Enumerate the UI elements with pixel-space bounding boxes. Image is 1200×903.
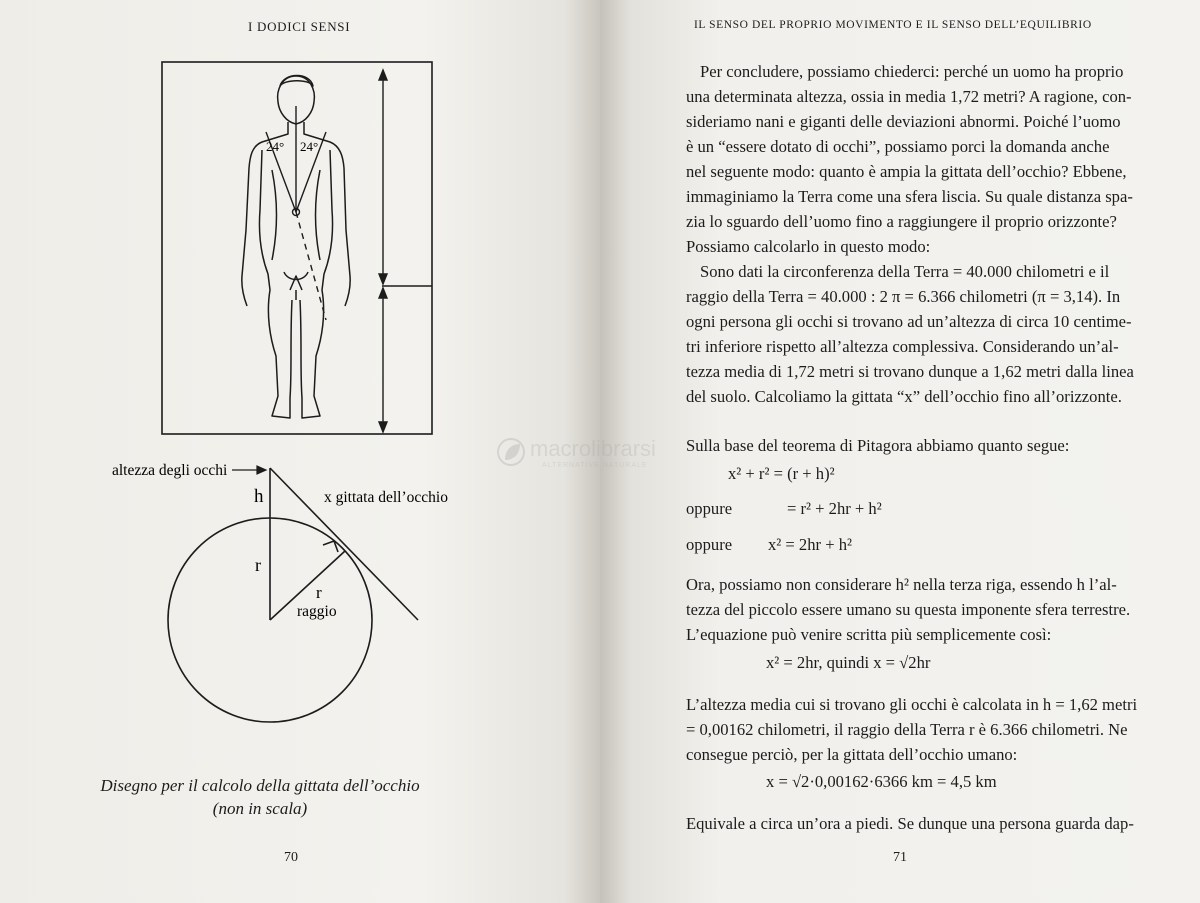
equation-2-prefix: oppure [686,499,733,518]
eye-height-arrow [232,466,266,474]
watermark-text: macrolibrarsi [530,436,656,461]
text-line: Per concludere, possiamo chiederci: perché un uomo ha proprio [700,62,1124,81]
text-line: tezza del piccolo essere umano su questa imponente sfera terrestre. [686,600,1131,619]
running-head-right: IL SENSO DEL PROPRIO MOVIMENTO E IL SENSO DELL’EQUILIBRIO [694,19,1092,31]
page-number-left: 70 [284,850,298,865]
angle-label-left: 24° [266,139,285,154]
text-line: Sulla base del teorema di Pitagora abbiamo quanto segue: [686,436,1070,455]
height-arrows [379,70,387,432]
text-line: L’altezza media cui si trovano gli occhi è calcolata in h = 1,62 metri [686,695,1138,714]
eye-height-label: altezza degli occhi [112,462,228,479]
equation-2: = r² + 2hr + h² [787,499,882,518]
equation-3: x² = 2hr + h² [768,535,852,554]
text-line: del suolo. Calcoliamo la gittata “x” dell’occhio fino all’orizzonte. [686,387,1122,406]
text-line: Possiamo calcolarlo in questo modo: [686,237,931,256]
caption-line-1: Disegno per il calcolo della gittata dell’occhio [100,776,420,795]
figure-caption [0,774,520,820]
text-line: = 0,00162 chilometri, il raggio della Terra r è 6.366 chilometri. Ne [686,720,1128,739]
label-raggio: raggio [297,603,337,620]
page-number-right: 71 [893,850,907,865]
angle-label-right: 24° [300,139,319,154]
text-line: è un “essere dotato di occhi”, possiamo porci la domanda anche [686,137,1110,156]
running-head-left: I DODICI SENSI [248,19,351,34]
earth-diagram [168,468,418,722]
equation-3-prefix: oppure [686,535,733,554]
label-r-center: r [316,583,322,602]
caption-line-2: (non in scala) [212,799,308,818]
label-h: h [254,486,264,507]
watermark-subtext: ALTERNATIVE NATURALE [542,462,648,469]
text-line: ogni persona gli occhi si trovano ad un’altezza di circa 10 centime- [686,312,1132,331]
label-r-left: r [255,555,261,575]
human-figure-frame [162,62,432,434]
text-line: Equivale a circa un’ora a piedi. Se dunque una persona guarda dap- [686,814,1134,833]
text-line: sideriamo nani e giganti delle deviazioni abnormi. Poiché l’uomo [686,112,1121,131]
equation-4: x² = 2hr, quindi x = √2hr [766,653,931,672]
text-line: consegue perciò, per la gittata dell’occhio umano: [686,745,1018,764]
text-line: immaginiamo la Terra come una sfera liscia. Su quale distanza spa- [686,187,1133,206]
text-line: zia lo sguardo dell’uomo fino a raggiungere il proprio orizzonte? [686,212,1117,231]
text-line: tezza media di 1,72 metri si trovano dunque a 1,62 metri dalla linea [686,362,1134,381]
right-page [600,0,1200,903]
equation-5: x = √2·0,00162·6366 km = 4,5 km [766,772,997,791]
text-line: Ora, possiamo non considerare h² nella terza riga, essendo h l’al- [686,575,1117,594]
label-x: x gittata dell’occhio [324,489,448,506]
text-line: raggio della Terra = 40.000 : 2 π = 6.366 chilometri (π = 3,14). In [686,287,1121,306]
text-line: nel seguente modo: quanto è ampia la gittata dell’occhio? Ebbene, [686,162,1127,181]
text-line: una determinata altezza, ossia in media 1,72 metri? A ragione, con- [686,87,1132,106]
text-line: tri inferiore rispetto all’altezza complessiva. Considerando un’al- [686,337,1119,356]
text-line: L’equazione può venire scritta più semplicemente così: [686,625,1052,644]
equation-1: x² + r² = (r + h)² [728,464,835,483]
text-line: Sono dati la circonferenza della Terra = 40.000 chilometri e il [700,262,1110,281]
